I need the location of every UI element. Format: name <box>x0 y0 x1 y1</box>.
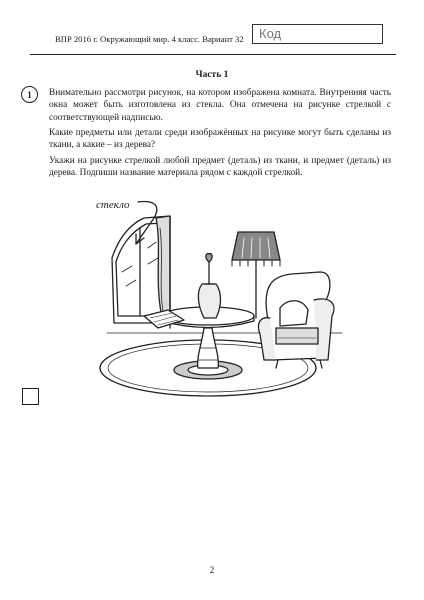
task-text-3: Укажи на рисунке стрелкой любой предмет (деталь) из ткани, и предмет (деталь) из дерева. Подпиши название материала рядом с каждой стрелкой. <box>49 156 391 179</box>
task-paragraph-3 <box>49 155 391 180</box>
armchair-seat <box>276 328 318 344</box>
glass-arrow <box>136 202 157 244</box>
task-text-2: Какие предметы или детали среди изображённых на рисунке могут быть сделаны из ткани, а какие – из дерева? <box>49 128 391 151</box>
header-divider <box>30 54 396 55</box>
kod-field[interactable] <box>252 24 383 44</box>
cushion <box>280 301 308 326</box>
page-number: 2 <box>209 565 215 575</box>
task-number-circle: 1 <box>21 86 38 103</box>
task-paragraph-1 <box>49 87 391 124</box>
task-paragraph-2 <box>49 127 391 152</box>
task-text-1: Внимательно рассмотри рисунок, на котором изображена комната. Внутренняя часть окна может быть изготовлена из стекла. Она отмечена на рисунке стрелкой с соответствующей надписью. <box>49 88 391 123</box>
glass-label: стекло <box>96 199 130 211</box>
curtain <box>156 216 170 318</box>
page-header: ВПР 2016 г. Окружающий мир. 4 класс. Вариант 32 <box>55 34 244 44</box>
lamp-shade <box>232 232 280 260</box>
flower <box>206 254 212 262</box>
kod-label: Код <box>259 26 282 41</box>
room-illustration[interactable] <box>92 188 354 410</box>
answer-score-box[interactable] <box>22 388 39 405</box>
part-title: Часть 1 <box>195 70 229 80</box>
vase <box>198 284 220 318</box>
